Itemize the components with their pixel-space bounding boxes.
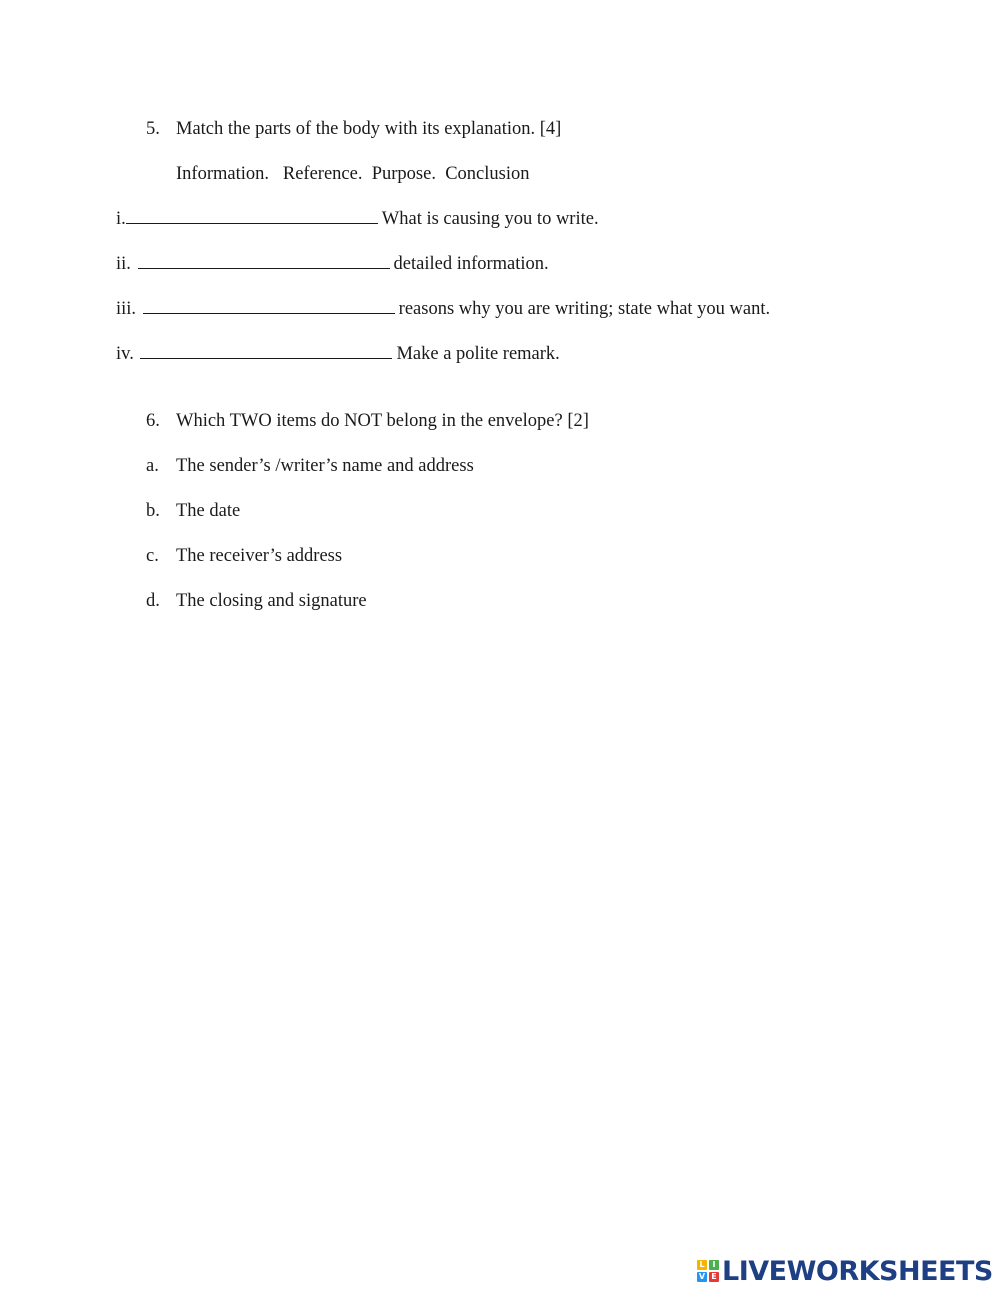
choice-d[interactable] bbox=[146, 590, 367, 612]
choice-a[interactable] bbox=[146, 455, 474, 477]
match-label: iv. bbox=[116, 344, 134, 364]
match-item bbox=[116, 253, 549, 275]
match-label: i. bbox=[116, 209, 126, 229]
logo-text: LIVEWORKSHEETS bbox=[722, 1255, 993, 1287]
choice-text: The closing and signature bbox=[176, 591, 367, 611]
question-text: Match the parts of the body with its explanation. [4] bbox=[176, 119, 562, 139]
match-text: Make a polite remark. bbox=[396, 344, 560, 364]
logo-tile: L bbox=[697, 1260, 707, 1270]
choice-letter: a. bbox=[146, 456, 159, 476]
choice-c[interactable] bbox=[146, 545, 342, 567]
match-text: reasons why you are writing; state what you want. bbox=[398, 299, 771, 319]
choice-letter: b. bbox=[146, 501, 160, 521]
match-item bbox=[116, 208, 599, 230]
choice-letter: d. bbox=[146, 591, 160, 611]
choice-text: The date bbox=[176, 501, 241, 521]
answer-blank[interactable] bbox=[138, 253, 390, 269]
logo-tile: E bbox=[709, 1272, 719, 1282]
answer-options: Information. Reference. Purpose. Conclusion bbox=[176, 164, 530, 184]
choice-text: The receiver’s address bbox=[176, 546, 343, 566]
liveworksheets-logo bbox=[697, 1256, 993, 1286]
question-text: Which TWO items do NOT belong in the envelope? [2] bbox=[176, 411, 589, 431]
answer-blank[interactable] bbox=[126, 208, 378, 224]
answer-blank[interactable] bbox=[143, 298, 395, 314]
live-tiles-icon bbox=[697, 1260, 719, 1282]
choice-b[interactable] bbox=[146, 500, 240, 522]
choice-letter: c. bbox=[146, 546, 159, 566]
match-item bbox=[116, 298, 770, 320]
match-label: ii. bbox=[116, 254, 131, 274]
match-label: iii. bbox=[116, 299, 137, 319]
logo-tile: V bbox=[698, 1272, 706, 1281]
question-number: 5. bbox=[146, 119, 160, 139]
answer-blank[interactable] bbox=[140, 343, 392, 359]
question-6 bbox=[146, 410, 589, 432]
match-text: detailed information. bbox=[393, 254, 549, 274]
question-5 bbox=[146, 118, 561, 140]
question-number: 6. bbox=[146, 411, 160, 431]
match-item bbox=[116, 343, 560, 365]
logo-tile: I bbox=[709, 1260, 719, 1270]
choice-text: The sender’s /writer’s name and address bbox=[176, 456, 474, 476]
match-text: What is causing you to write. bbox=[381, 209, 599, 229]
